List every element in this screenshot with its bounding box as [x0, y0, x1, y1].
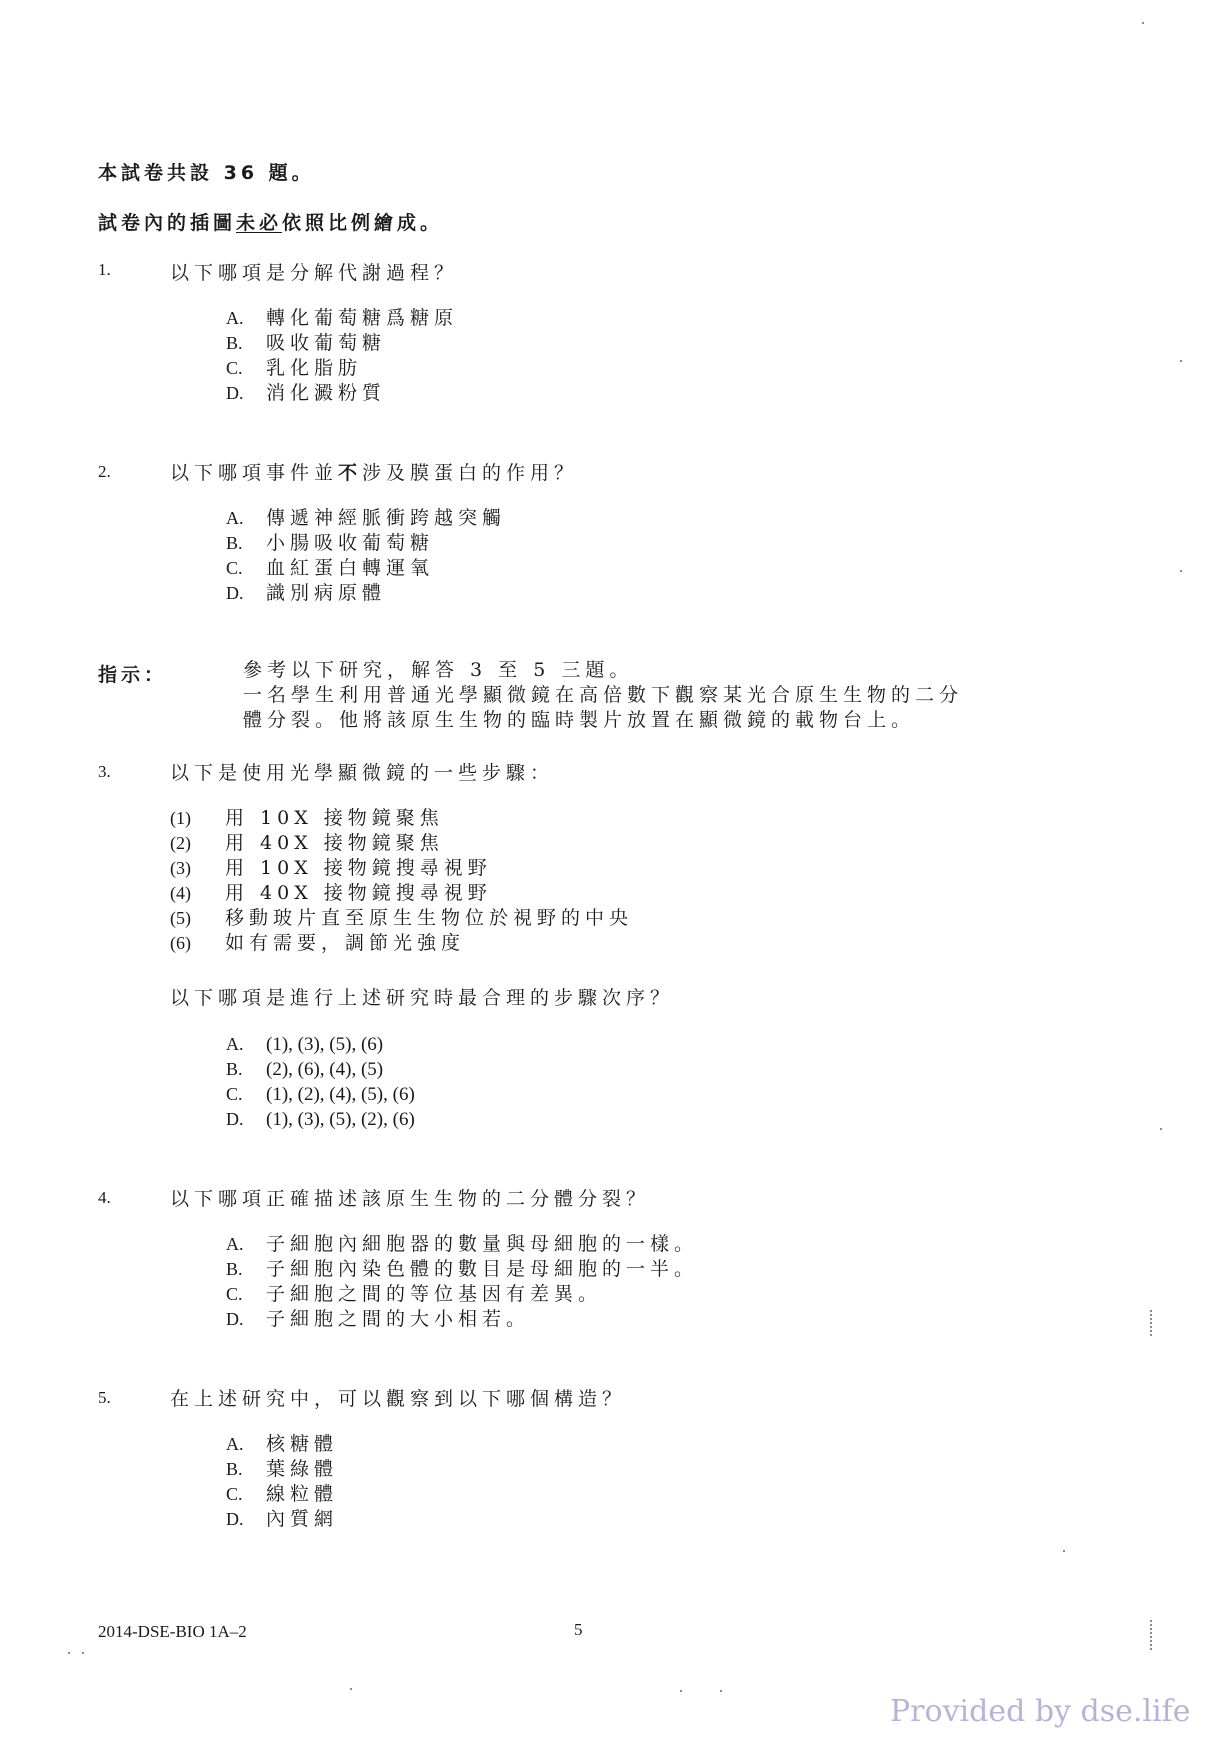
option-c: C. 子細胞之間的等位基因有差異。 — [226, 1283, 603, 1305]
question-4-options — [226, 1232, 698, 1332]
emphasis-not: 不 — [338, 462, 363, 484]
question-number: 2. — [98, 462, 111, 481]
scan-artifact — [1142, 22, 1144, 24]
question-5-stem: 在上述研究中，可以觀察到以下哪個構造？ — [170, 1388, 627, 1410]
scan-artifact — [1180, 360, 1182, 362]
scale-note-emphasis: 未必 — [236, 212, 283, 234]
option-b: B. 葉綠體 — [226, 1458, 339, 1480]
option-c: C. 乳化脂肪 — [226, 357, 363, 379]
scan-artifact — [680, 1690, 682, 1692]
option-a: A. 傳遞神經脈衝跨越突觸 — [226, 507, 507, 529]
scale-note-post: 依照比例繪成。 — [282, 212, 444, 234]
paper-question-count: 本試卷共設 36 題。 — [98, 162, 315, 184]
question-4-stem: 以下哪項正確描述該原生生物的二分體分裂？ — [170, 1188, 651, 1210]
instruction-label: 指示： — [98, 664, 168, 686]
scan-artifact — [350, 1688, 352, 1690]
question-3-stem: 以下是使用光學顯微鏡的一些步驟： — [170, 762, 555, 784]
option-a: A. 轉化葡萄糖爲糖原 — [226, 307, 459, 329]
step-item: (1) 用 10X 接物鏡聚焦 — [170, 807, 444, 829]
option-b: B. 子細胞內染色體的數目是母細胞的一半。 — [226, 1258, 699, 1280]
scan-artifact — [1180, 570, 1182, 572]
option-b: B. 吸收葡萄糖 — [226, 332, 387, 354]
question-number: 1. — [98, 260, 111, 279]
option-b: B. (2), (6), (4), (5) — [226, 1059, 384, 1080]
step-item: (5) 移動玻片直至原生生物位於視野的中央 — [170, 907, 634, 929]
scan-artifact — [1160, 1128, 1162, 1130]
question-number: 4. — [98, 1188, 111, 1207]
page-number: 5 — [574, 1620, 583, 1639]
scan-artifact — [68, 1652, 70, 1654]
scan-artifact — [720, 1690, 722, 1692]
step-item: (3) 用 10X 接物鏡搜尋視野 — [170, 857, 492, 879]
option-d: D. 子細胞之間的大小相若。 — [226, 1308, 531, 1330]
option-d: D. 識別病原體 — [226, 582, 387, 604]
question-5-options — [226, 1432, 338, 1532]
instruction-text: 參考以下研究，解答 3 至 5 三題。 一名學生利用普通光學顯微鏡在高倍數下觀察某光合原生生物的二分 體分裂。他將該原生生物的臨時製片放置在顯微鏡的載物台上。 — [243, 659, 964, 731]
option-c: C. 線粒體 — [226, 1483, 339, 1505]
microscope-steps-list — [170, 806, 633, 956]
diagram-scale-note — [98, 208, 443, 235]
step-item: (4) 用 40X 接物鏡搜尋視野 — [170, 882, 492, 904]
option-c: C. 血紅蛋白轉運氧 — [226, 557, 435, 579]
scan-artifact — [1063, 1550, 1065, 1552]
option-a: A. (1), (3), (5), (6) — [226, 1034, 384, 1055]
step-item: (6) 如有需要，調節光強度 — [170, 932, 466, 954]
watermark-text: Provided by dse.life — [890, 1694, 1191, 1729]
scan-artifact — [1150, 1620, 1153, 1650]
option-d: D. 內質網 — [226, 1508, 339, 1530]
step-item: (2) 用 40X 接物鏡聚焦 — [170, 832, 444, 854]
question-3-prompt: 以下哪項是進行上述研究時最合理的步驟次序？ — [170, 987, 675, 1009]
question-1-stem: 以下哪項是分解代謝過程？ — [170, 262, 459, 284]
scan-artifact — [82, 1652, 84, 1654]
question-number: 3. — [98, 762, 111, 781]
question-2-stem: 以下哪項事件並不涉及膜蛋白的作用？ — [170, 462, 579, 484]
option-d: D. (1), (3), (5), (2), (6) — [226, 1109, 415, 1130]
option-a: A. 核糖體 — [226, 1433, 339, 1455]
scale-note-pre: 試卷內的插圖 — [98, 212, 237, 234]
question-2-options — [226, 506, 506, 606]
option-c: C. (1), (2), (4), (5), (6) — [226, 1084, 415, 1105]
option-b: B. 小腸吸收葡萄糖 — [226, 532, 435, 554]
question-number: 5. — [98, 1388, 111, 1407]
paper-code: 2014-DSE-BIO 1A–2 — [98, 1622, 247, 1641]
question-3-options — [226, 1032, 415, 1132]
option-d: D. 消化澱粉質 — [226, 382, 387, 404]
option-a: A. 子細胞內細胞器的數量與母細胞的一樣。 — [226, 1233, 699, 1255]
question-1-options — [226, 306, 458, 406]
scan-artifact — [1150, 1310, 1153, 1336]
